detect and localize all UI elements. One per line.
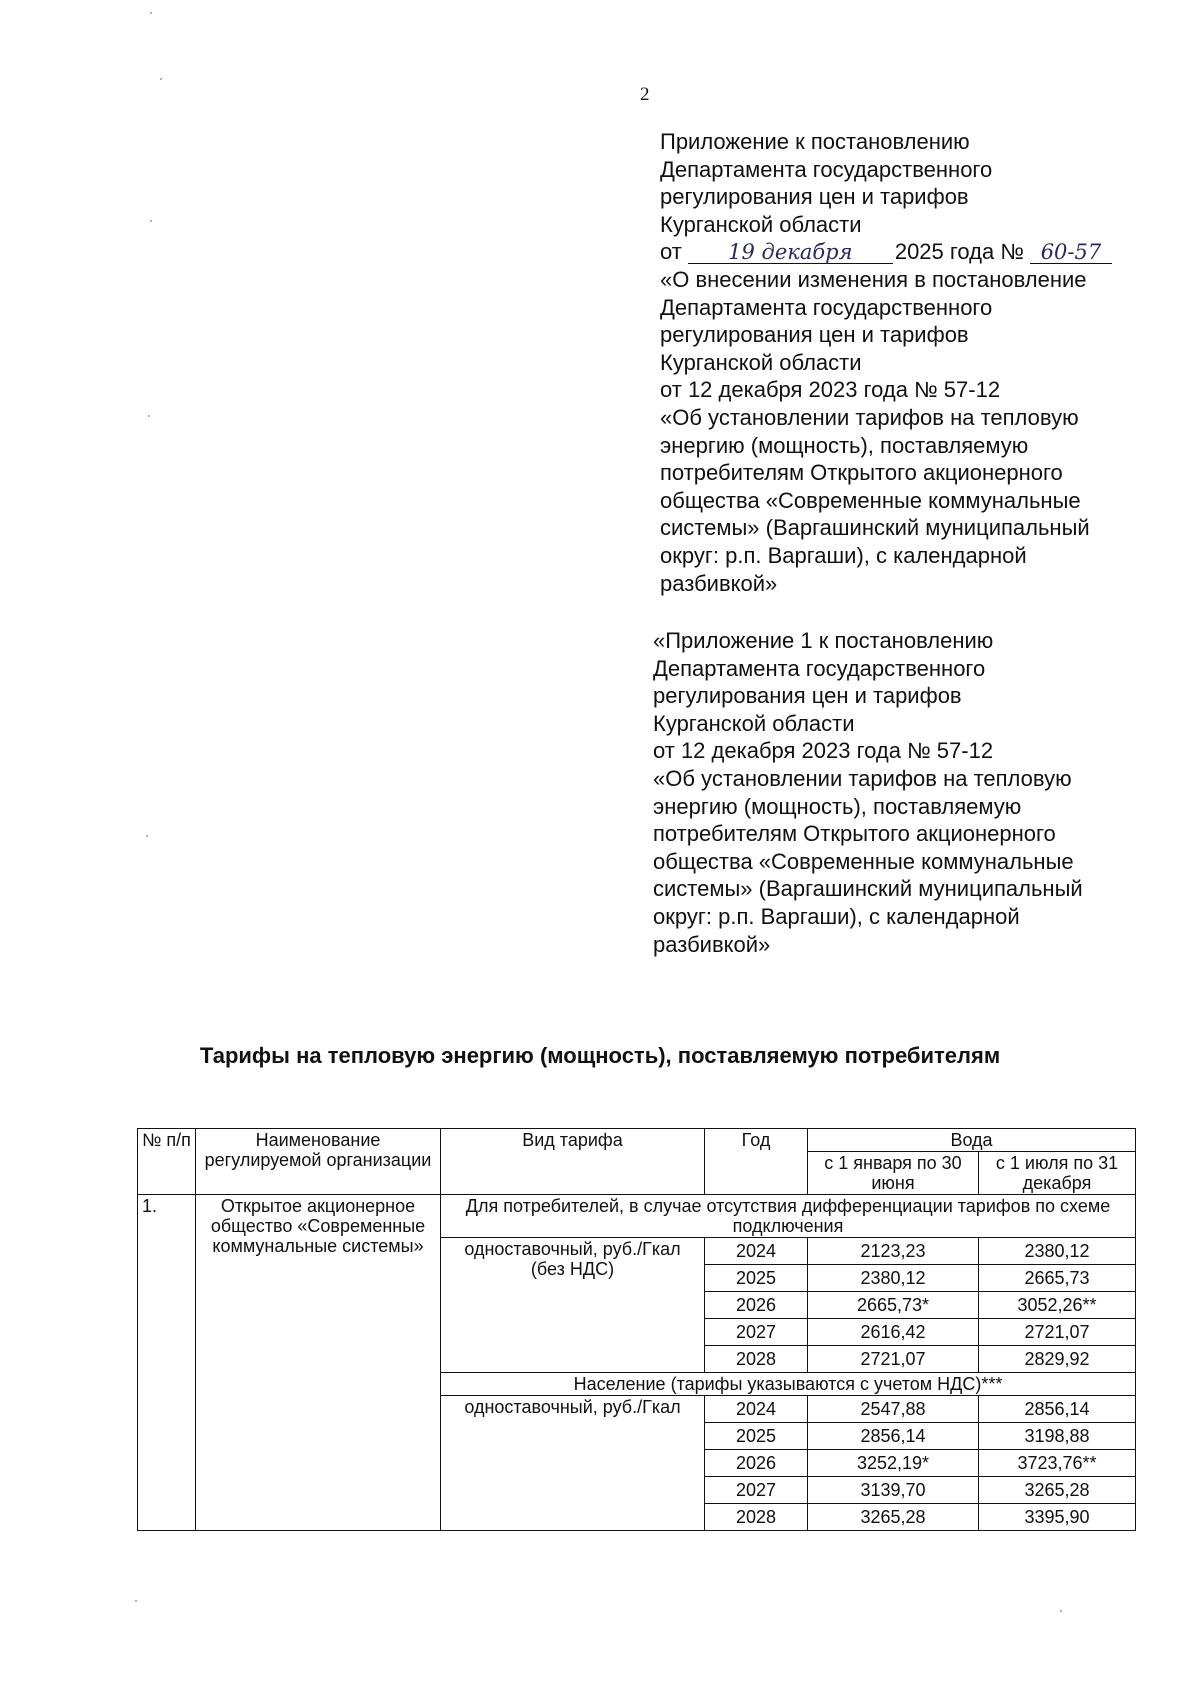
header-water: Вода <box>808 1129 1136 1152</box>
year-cell: 2027 <box>705 1477 808 1504</box>
scan-speck <box>150 12 152 14</box>
appendix-line: от 12 декабря 2023 года № 57-12 <box>653 738 994 764</box>
value-h1: 3139,70 <box>808 1477 979 1504</box>
value-h2: 2856,14 <box>979 1396 1136 1423</box>
year-cell: 2026 <box>705 1450 808 1477</box>
row-number: 1. <box>138 1195 196 1531</box>
appendix-line: общества «Современные коммунальные <box>660 487 1081 513</box>
value-h2: 3198,88 <box>979 1423 1136 1450</box>
page-number: 2 <box>640 84 650 105</box>
scan-speck <box>160 78 162 80</box>
appendix-line: общества «Современные коммунальные <box>653 848 1074 874</box>
appendix-line: регулирования цен и тарифов <box>653 683 962 709</box>
value-h1: 2665,73* <box>808 1292 979 1319</box>
year-cell: 2028 <box>705 1504 808 1531</box>
section2-tariff-label: одноставочный, руб./Гкал <box>441 1396 705 1531</box>
year-text: 2025 года № <box>894 239 1024 265</box>
scan-speck <box>1060 1610 1062 1612</box>
value-h2: 3052,26** <box>979 1292 1136 1319</box>
organization-name: Открытое акционерное общество «Современные коммунальные системы» <box>196 1195 441 1531</box>
value-h1: 2616,42 <box>808 1319 979 1346</box>
appendix-line: округ: р.п. Варгаши), с календарной <box>653 903 1020 929</box>
year-cell: 2026 <box>705 1292 808 1319</box>
appendix-line: разбивкой» <box>660 570 778 596</box>
appendix-line: Департамента государственного <box>660 156 993 182</box>
appendix-line: потребителям Открытого акционерного <box>660 460 1063 486</box>
appendix-line: потребителям Открытого акционерного <box>653 821 1056 847</box>
header-period-1: с 1 января по 30 июня <box>808 1152 979 1195</box>
appendix-line: регулирования цен и тарифов <box>660 184 969 210</box>
appendix-line: Департамента государственного <box>660 294 993 320</box>
header-num: № п/п <box>138 1129 196 1195</box>
year-cell: 2024 <box>705 1396 808 1423</box>
appendix-line: системы» (Варгашинский муниципальный <box>660 515 1090 541</box>
appendix-line: Курганской области <box>660 349 862 375</box>
appendix-line: от 12 декабря 2023 года № 57-12 <box>660 377 1001 403</box>
value-h2: 3723,76** <box>979 1450 1136 1477</box>
year-cell: 2027 <box>705 1319 808 1346</box>
handwritten-number: 60-57 <box>1030 241 1112 264</box>
appendix-line: «Об установлении тарифов на тепловую <box>660 404 1079 430</box>
scan-speck <box>148 415 150 417</box>
appendix-line: энергию (мощность), поставляемую <box>660 432 1029 458</box>
appendix-line: Департамента государственного <box>653 655 986 681</box>
scan-speck <box>135 1600 137 1602</box>
header-org: Наименование регулируемой организации <box>196 1129 441 1195</box>
appendix-line: энергию (мощность), поставляемую <box>653 793 1022 819</box>
value-h2: 2721,07 <box>979 1319 1136 1346</box>
appendix-header <box>660 128 1130 597</box>
appendix-line: Приложение к постановлению <box>660 129 970 154</box>
appendix-line: системы» (Варгашинский муниципальный <box>653 876 1083 902</box>
value-h1: 3265,28 <box>808 1504 979 1531</box>
value-h2: 3395,90 <box>979 1504 1136 1531</box>
year-cell: 2025 <box>705 1265 808 1292</box>
value-h1: 2856,14 <box>808 1423 979 1450</box>
year-cell: 2024 <box>705 1238 808 1265</box>
appendix-line: «О внесении изменения в постановление <box>660 266 1087 292</box>
appendix-line: разбивкой» <box>653 931 771 957</box>
table-header-row <box>138 1129 1136 1152</box>
tariff-table <box>137 1128 1136 1531</box>
appendix-line: округ: р.п. Варгаши), с календарной <box>660 542 1027 568</box>
value-h1: 2123,23 <box>808 1238 979 1265</box>
value-h2: 2829,92 <box>979 1346 1136 1373</box>
header-tariff-type: Вид тарифа <box>441 1129 705 1195</box>
section1-tariff-label: одноставочный, руб./Гкал (без НДС) <box>441 1238 705 1373</box>
value-h1: 3252,19* <box>808 1450 979 1477</box>
table-title: Тарифы на тепловую энергию (мощность), поставляемую потребителям <box>199 1043 1001 1068</box>
section2-title: Население (тарифы указываются с учетом НДС)*** <box>441 1373 1136 1396</box>
appendix-line: Курганской области <box>660 211 862 237</box>
appendix-line: «Приложение 1 к постановлению <box>653 628 994 653</box>
year-cell: 2025 <box>705 1423 808 1450</box>
appendix-line: «Об установлении тарифов на тепловую <box>653 765 1072 791</box>
value-h1: 2547,88 <box>808 1396 979 1423</box>
section1-title-row <box>138 1195 1136 1238</box>
value-h2: 3265,28 <box>979 1477 1136 1504</box>
appendix-date-line <box>660 238 1130 266</box>
header-year: Год <box>705 1129 808 1195</box>
date-prefix: от <box>660 239 682 265</box>
appendix-line: Курганской области <box>653 710 855 736</box>
value-h2: 2380,12 <box>979 1238 1136 1265</box>
handwritten-date: 19 декабря <box>688 241 893 264</box>
scan-speck <box>146 835 148 837</box>
scan-speck <box>150 220 152 222</box>
year-cell: 2028 <box>705 1346 808 1373</box>
appendix-line: регулирования цен и тарифов <box>660 322 969 348</box>
appendix1-header <box>653 627 1123 958</box>
section1-title: Для потребителей, в случае отсутствия дифференциации тарифов по схеме подключения <box>441 1195 1136 1238</box>
value-h1: 2380,12 <box>808 1265 979 1292</box>
value-h1: 2721,07 <box>808 1346 979 1373</box>
header-period-2: с 1 июля по 31 декабря <box>979 1152 1136 1195</box>
value-h2: 2665,73 <box>979 1265 1136 1292</box>
